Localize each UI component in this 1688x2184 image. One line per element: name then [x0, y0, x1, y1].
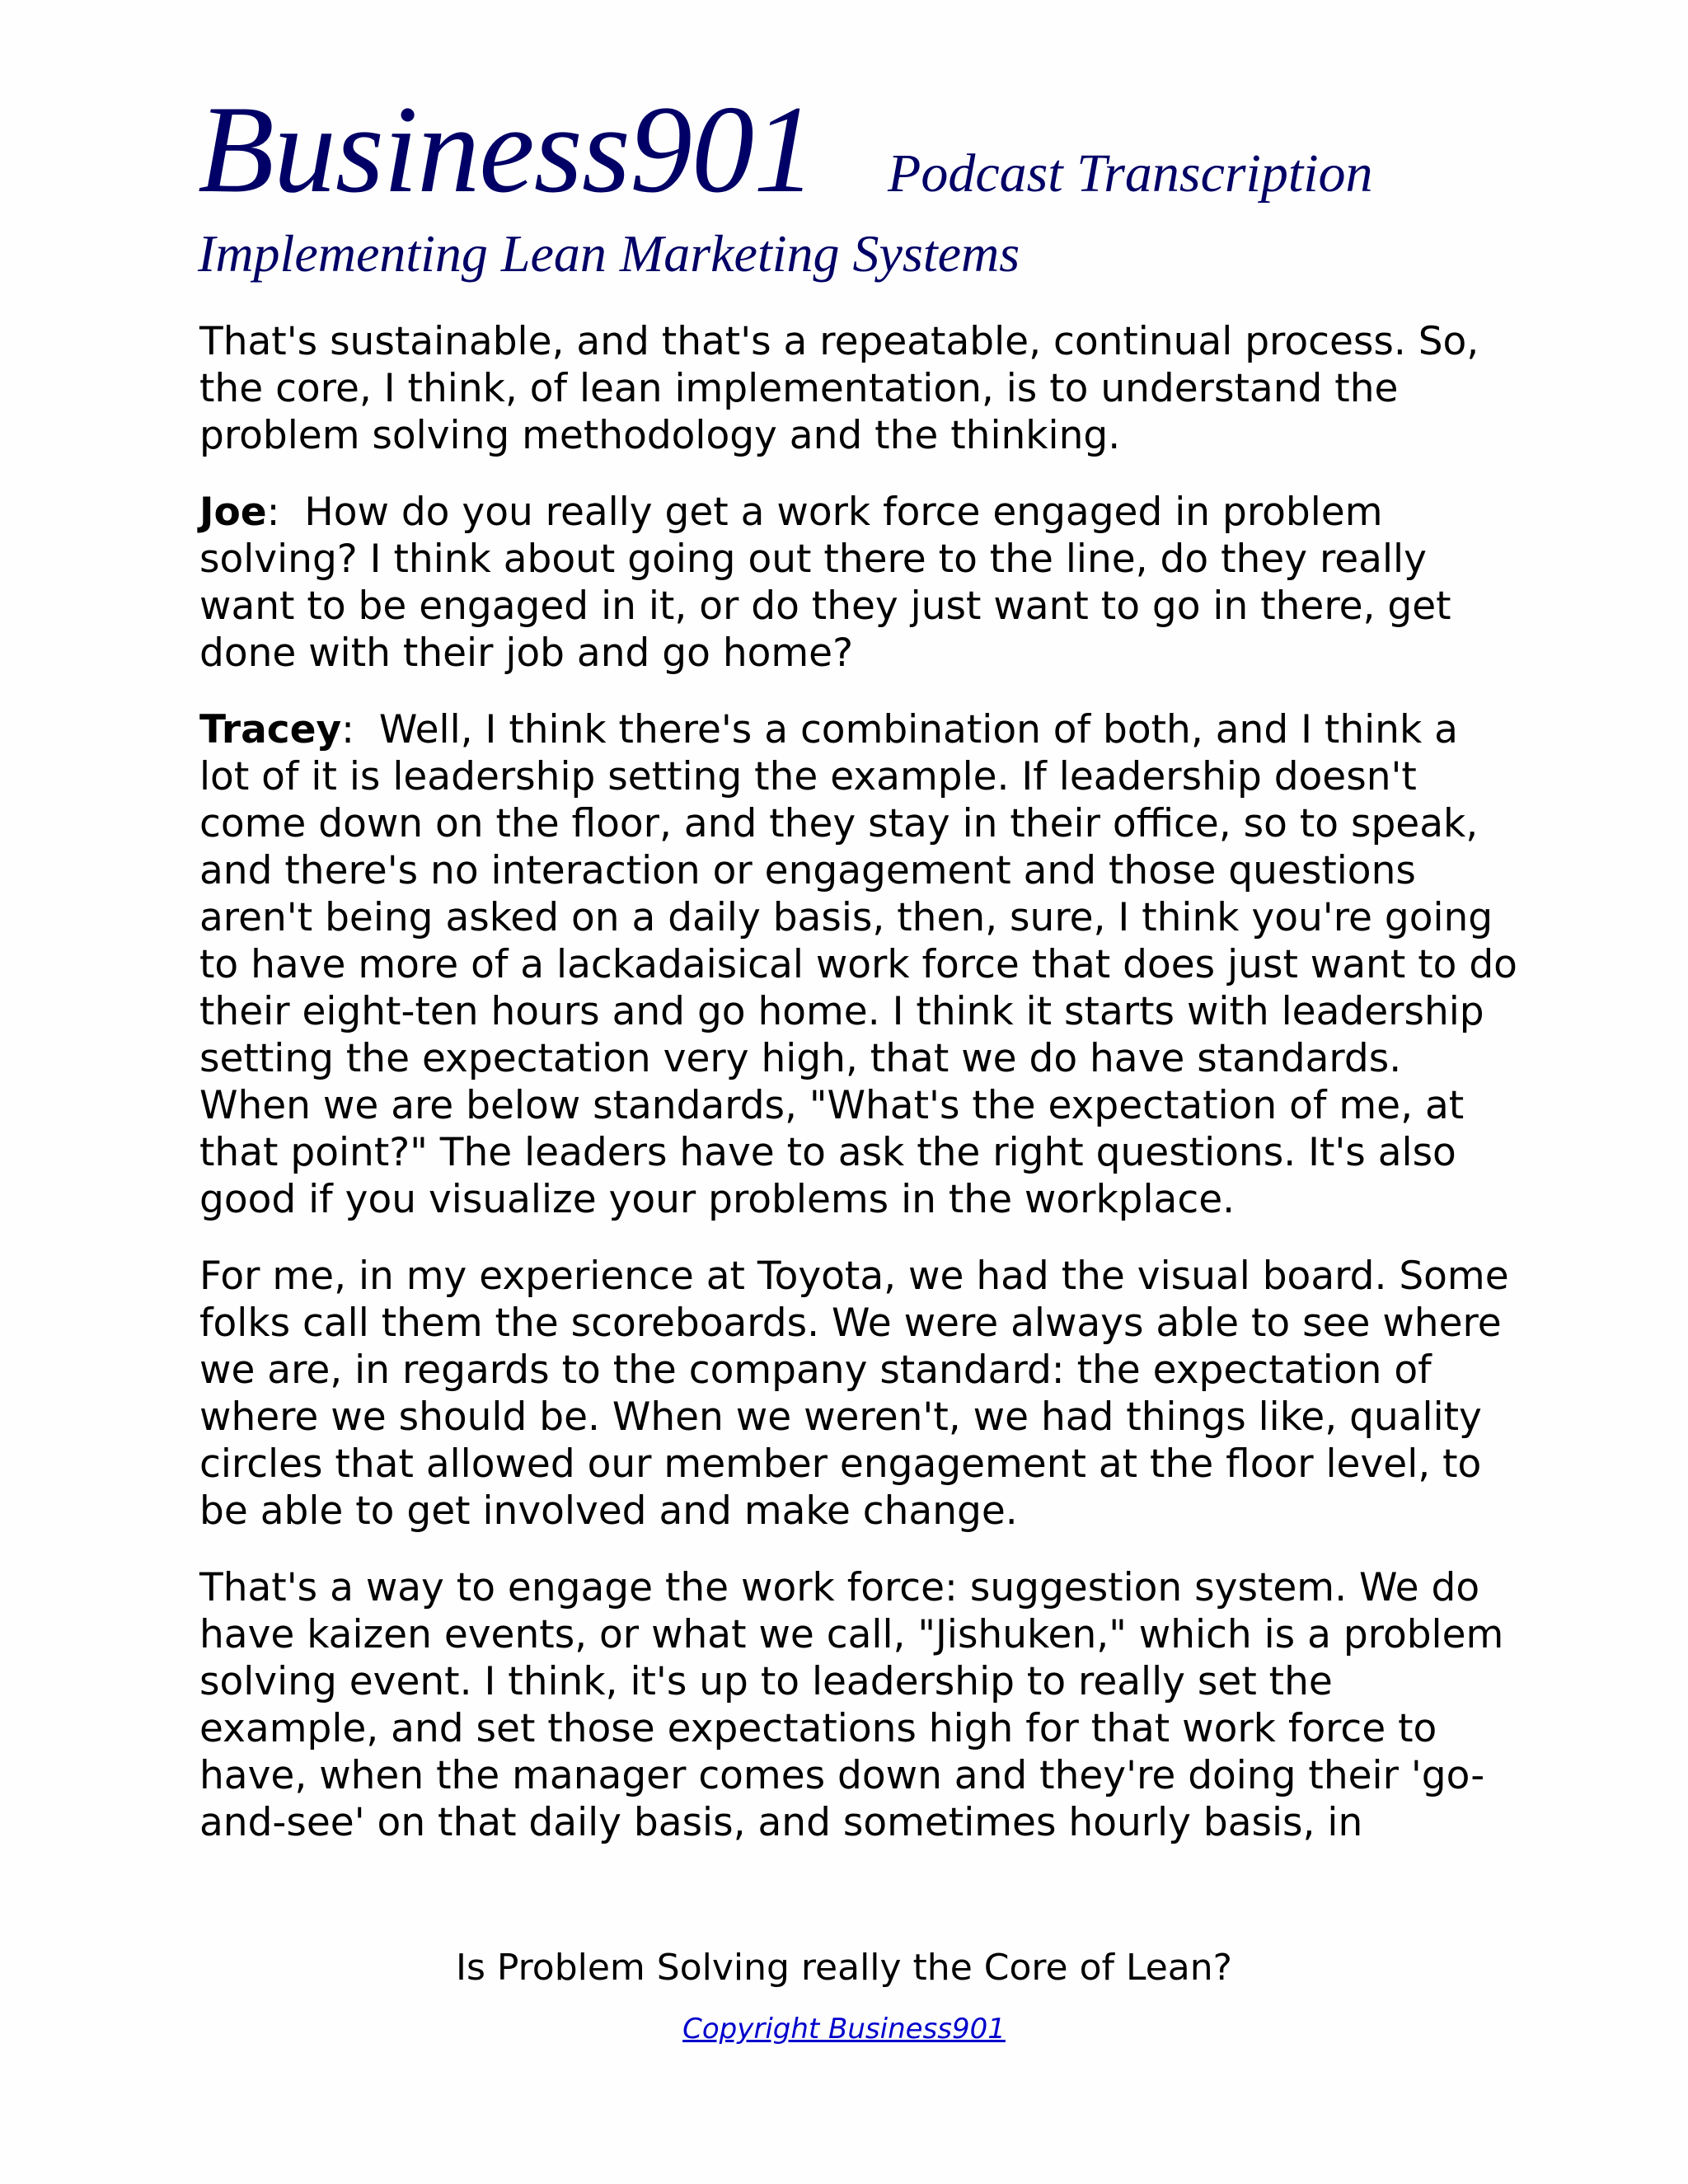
document-type-label: Podcast Transcription [888, 143, 1373, 204]
brand-row [198, 80, 1517, 218]
episode-title: Implementing Lean Marketing Systems [198, 224, 1020, 283]
page-header [198, 80, 1517, 284]
speaker-name: Joe [199, 490, 267, 535]
brand-logo-text: Business901 [198, 80, 815, 218]
footer-copyright [0, 2013, 1688, 2046]
paragraph-2: Joe: How do you really get a work force engaged in problem solving? I think about going out there to the line, do they really want to be engaged in it, or do they just want to go in there, get done with their job and go home? [199, 490, 1451, 676]
paragraph-4: For me, in my experience at Toyota, we had the visual board. Some folks call them the scoreboards. We were always able to see where we are, in regards to the company standard: the expectation of where we should be. When we weren't, we had things like, quality circles that allowed our member engagement at the floor level, to be able to get involved and make change. [199, 1254, 1509, 1534]
speaker-name: Tracey [199, 707, 342, 752]
paragraph-text: How do you really get a work force engaged in problem solving? I think about going out there to the line, do they really want to be engaged in it, or do they just want to go in there, get done with their job and go home? [199, 490, 1451, 676]
footer-title: Is Problem Solving really the Core of Lean? [456, 1947, 1232, 1989]
transcript-body [199, 318, 1518, 1876]
copyright-link[interactable]: Copyright Business901 [682, 2013, 1006, 2046]
paragraph-text: Well, I think there's a combination of both, and I think a lot of it is leadership setting the example. If leadership doesn't come down on the floor, and they stay in their office, so to speak, and there's no interaction or engagement and those questions aren't being asked on a daily basis, then, sure, I think you're going to have more of a lackadaisical work force that does just want to do their eight-ten hours and go home. I think it starts with leadership setting the expectation very high, that we do have standards. When we are below standards, "What's the expectation of me, at that point?" The leaders have to ask the right questions. It's also good if you visualize your problems in the workplace. [199, 707, 1517, 1222]
paragraph-1: That's sustainable, and that's a repeatable, continual process. So, the core, I think, of lean implementation, is to understand the problem solving methodology and the thinking. [199, 319, 1479, 458]
paragraph-5: That's a way to engage the work force: suggestion system. We do have kaizen events, or what we call, "Jishuken," which is a problem solving event. I think, it's up to leadership to really set the example, and set those expectations high for that work force to have, when the manager comes down and they're doing their 'go-and-see' on that daily basis, and sometimes hourly basis, in [199, 1565, 1504, 1845]
paragraph-3: Tracey: Well, I think there's a combination of both, and I think a lot of it is leadership setting the example. If leadership doesn't come down on the floor, and they stay in their office, so to speak, and there's no interaction or engagement and those questions aren't being asked on a daily basis, then, sure, I think you're going to have more of a lackadaisical work force that does just want to do their eight-ten hours and go home. I think it starts with leadership setting the expectation very high, that we do have standards. When we are below standards, "What's the expectation of me, at that point?" The leaders have to ask the right questions. It's also good if you visualize your problems in the workplace. [199, 707, 1517, 1222]
